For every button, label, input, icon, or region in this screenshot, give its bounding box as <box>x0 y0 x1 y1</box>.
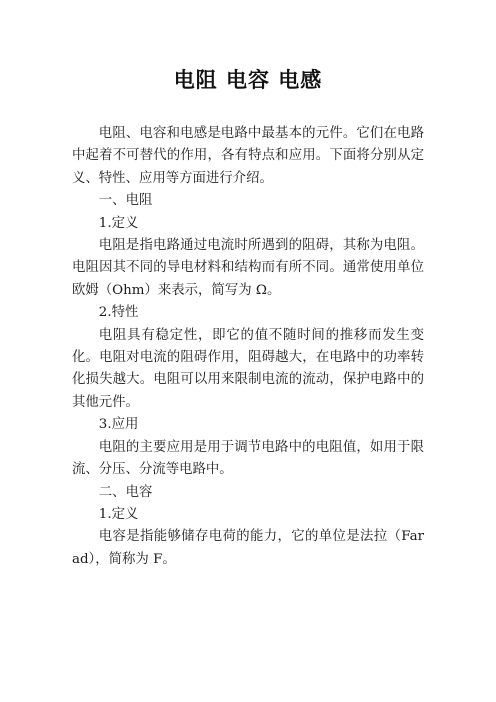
paragraph-resistor-application: 电阻的主要应用是用于调节电路中的电阻值，如用于限流、分压、分流等电路中。 <box>72 439 424 478</box>
paragraph-intro: 电阻、电容和电感是电路中最基本的元件。它们在电路中起着不可替代的作用，各有特点和应用。下面将分别从定义、特性、应用等方面进行介绍。 <box>72 126 424 186</box>
section-heading-capacitor: 二、电容 <box>98 484 153 500</box>
page-title: 电阻 电容 电感 <box>173 68 323 92</box>
subheading-application: 3.应用 <box>98 417 139 433</box>
subheading-capacitor-definition: 1.定义 <box>98 506 139 522</box>
paragraph-resistor-definition: 电阻是指电路通过电流时所遇到的阻碍，其称为电阻。电阻因其不同的导电材料和结构而有所不同。通常使用单位欧姆（Ohm）来表示，简写为 Ω。 <box>72 238 424 298</box>
paragraph-resistor-characteristics: 电阻具有稳定性，即它的值不随时间的推移而发生变化。电阻对电流的阻碍作用，阻碍越大，在电路中的功率转化损失越大。电阻可以用来限制电流的流动，保护电路中的其他元件。 <box>72 327 424 410</box>
paragraph-capacitor-definition: 电容是指能够储存电荷的能力，它的单位是法拉（Farad），简称为 F。 <box>72 529 424 567</box>
document-body <box>72 123 424 571</box>
section-heading-resistor: 一、电阻 <box>98 193 153 209</box>
subheading-definition: 1.定义 <box>98 215 139 231</box>
subheading-characteristics: 2.特性 <box>98 305 139 321</box>
